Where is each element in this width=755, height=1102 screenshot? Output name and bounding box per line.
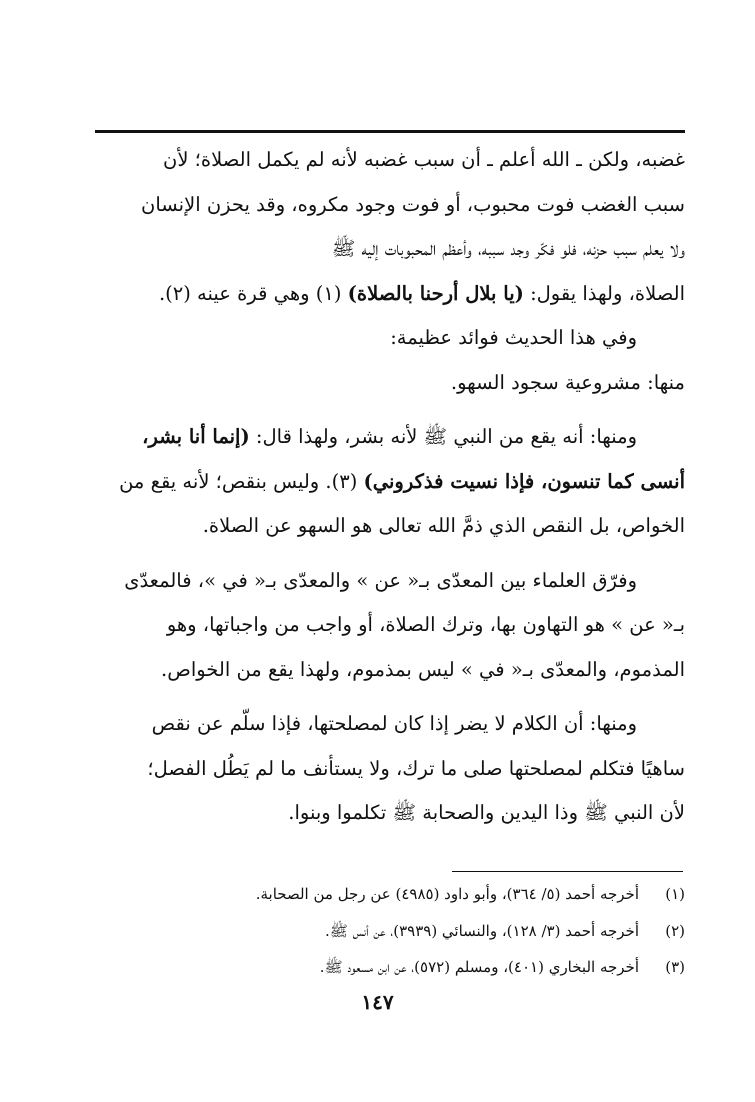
- paragraph-speech-in-prayer: [90, 702, 685, 836]
- text-line: المذموم، والمعدّى بـ« في » ليس بمذموم، ولهذا يقع من الخواص.: [161, 657, 685, 681]
- footnote: [120, 913, 685, 950]
- text-line: [90, 272, 685, 317]
- page-number: ١٤٧: [361, 990, 394, 1014]
- text-segment: ومنها: أنه يقع من النبي ﷺ لأنه بشر، ولهذا قال:: [249, 425, 637, 448]
- text-segment: الصلاة، ولهذا يقول:: [523, 281, 685, 305]
- text-line: وفي هذا الحديث فوائد عظيمة:: [390, 326, 637, 349]
- text-line: وفرّق العلماء بين المعدّى بـ« عن » والمعدّى بـ« في »، فالمعدّى: [124, 568, 637, 592]
- footnotes: [120, 876, 685, 986]
- text-line: [90, 415, 685, 460]
- text-segment: (٣). وليس بنقص؛ لأنه يقع من: [119, 469, 364, 493]
- text-line: سبب الغضب فوت محبوب، أو فوت وجود مكروه، وقد يحزن الإنسان: [141, 192, 685, 216]
- footnote-number: (١): [665, 885, 685, 903]
- paragraph-scholars-distinction: [90, 559, 685, 693]
- footnote: [120, 949, 685, 986]
- paragraph-anger: [90, 138, 685, 316]
- text-line: بـ« عن » هو التهاون بها، وترك الصلاة، أو واجب من واجباتها، وهو: [166, 613, 685, 636]
- text-segment: (١) وهي قرة عينه (٢).: [158, 281, 348, 305]
- footnote-text: أخرجه أحمد (٣/ ١٢٨)، والنسائي (٣٩٣٩)، عن أنس ﷺ.: [324, 921, 639, 940]
- main-text: [90, 138, 685, 836]
- text-line: ساهيًا فتكلم لمصلحتها صلى ما ترك، ولا يستأنف ما لم يَطُل الفصل؛: [147, 756, 685, 780]
- footnote-number: (٣): [665, 958, 685, 976]
- hadith-quote: أنسى كما تنسون، فإذا نسيت فذكروني): [363, 469, 685, 493]
- footnote-text: أخرجه أحمد (٥/ ٣٦٤)، وأبو داود (٤٩٨٥) عن رجل من الصحابة.: [255, 885, 639, 903]
- hadith-quote: (يا بلال أرحنا بالصلاة): [347, 281, 524, 305]
- footnote-text: أخرجه البخاري (٤٠١)، ومسلم (٥٧٢)، عن ابن مسعود ﷺ.: [319, 958, 639, 976]
- footnote-number: (٢): [665, 921, 685, 940]
- text-line: منها: مشروعية سجود السهو.: [450, 370, 685, 394]
- text-line: الخواص، بل النقص الذي ذمَّ الله تعالى هو السهو عن الصلاة.: [202, 514, 685, 537]
- text-line: [90, 460, 685, 505]
- footnote: [120, 876, 685, 913]
- top-rule: [95, 130, 685, 133]
- paragraph-prophet-forgets: [90, 415, 685, 549]
- text-line: ولا يعلم سبب حزنه، فلو فكّر وجد سببه، وأعظم المحبوبات إليه ﷺ: [331, 237, 685, 260]
- footnote-separator: [452, 871, 683, 872]
- hadith-quote: (إنما أنا بشر،: [142, 425, 250, 448]
- text-line: لأن النبي ﷺ وذا اليدين والصحابة ﷺ تكلموا وبنوا.: [288, 801, 685, 824]
- text-line: ومنها: أن الكلام لا يضر إذا كان لمصلحتها، فإذا سلّم عن نقص: [151, 712, 637, 735]
- text-line: غضبه، ولكن ـ الله أعلم ـ أن سبب غضبه لأنه لم يكمل الصلاة؛ لأن: [163, 148, 685, 171]
